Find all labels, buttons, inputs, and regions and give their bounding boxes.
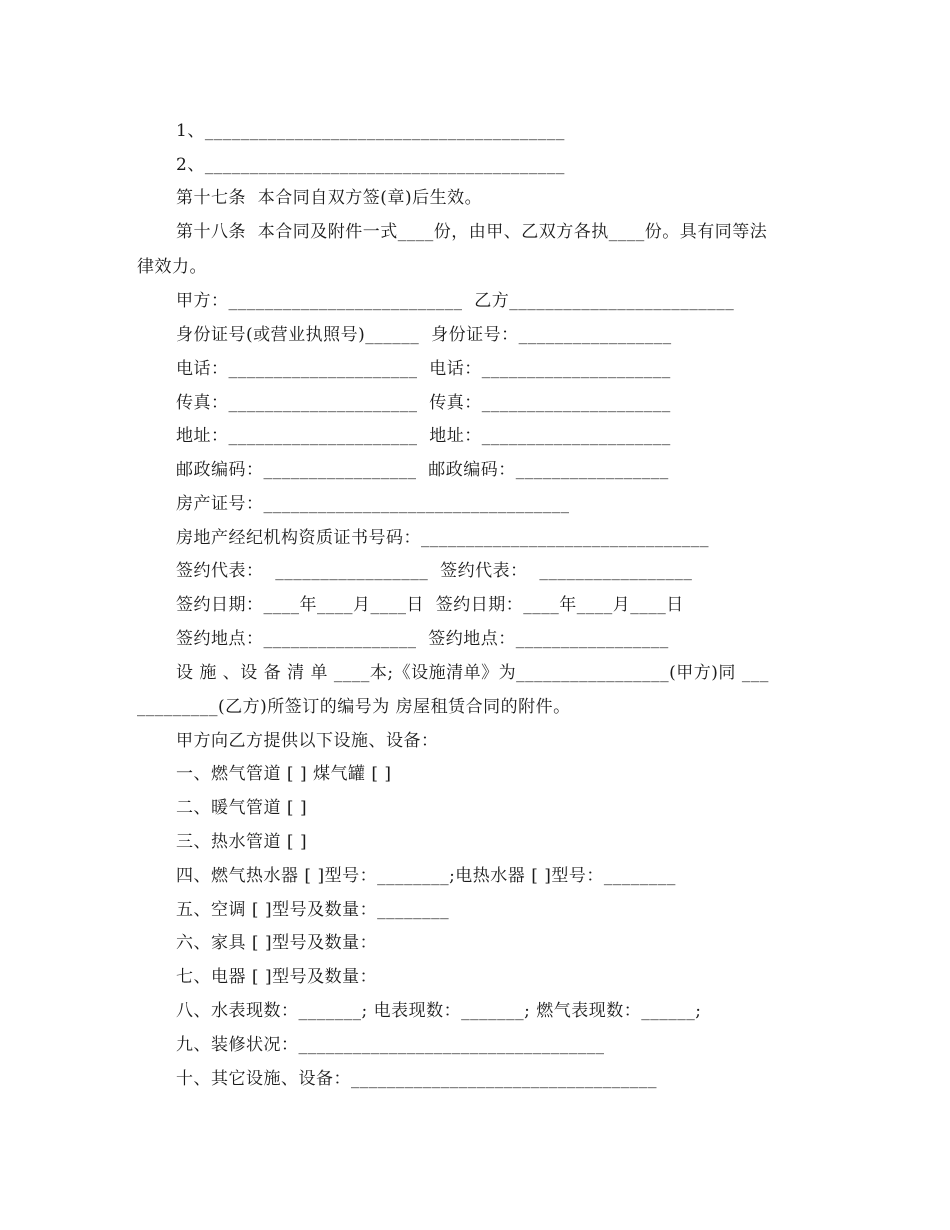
party-fax: 传真：_____________________ 传真：_____________________ bbox=[176, 393, 671, 413]
party-address: 地址：_____________________ 地址：_____________________ bbox=[176, 426, 671, 446]
party-names: 甲方：__________________________ 乙方_________________________ bbox=[176, 291, 735, 311]
agency-cert-number: 房地产经纪机构资质证书号码：________________________________ bbox=[176, 528, 709, 548]
facility-item-7: 七、电器 [ ]型号及数量： bbox=[176, 967, 378, 987]
facility-item-6: 六、家具 [ ]型号及数量： bbox=[176, 933, 378, 953]
facility-item-9: 九、装修状况：__________________________________ bbox=[176, 1035, 605, 1055]
property-cert-number: 房产证号：__________________________________ bbox=[176, 494, 570, 514]
party-postcode: 邮政编码：_________________ 邮政编码：_________________ bbox=[176, 460, 669, 480]
facility-list-intro-continued: _________(乙方)所签订的编号为 房屋租赁合同的附件。 bbox=[137, 697, 571, 717]
attachment-item-2: 2、________________________________________ bbox=[176, 155, 565, 175]
facility-item-2: 二、暖气管道 [ ] bbox=[176, 798, 308, 818]
facility-item-1: 一、燃气管道 [ ] 煤气罐 [ ] bbox=[176, 764, 392, 784]
party-phone: 电话：_____________________ 电话：_____________________ bbox=[176, 359, 671, 379]
facility-item-10: 十、其它设施、设备：__________________________________ bbox=[176, 1069, 657, 1089]
article-17: 第十七条 本合同自双方签(章)后生效。 bbox=[176, 188, 483, 208]
attachment-item-1: 1、________________________________________ bbox=[176, 121, 565, 141]
facility-item-8: 八、水表现数：_______; 电表现数：_______; 燃气表现数：______; bbox=[176, 1001, 702, 1021]
signing-dates: 签约日期：____年____月____日 签约日期：____年____月____日 bbox=[176, 595, 684, 615]
facility-item-3: 三、热水管道 [ ] bbox=[176, 832, 308, 852]
facilities-heading: 甲方向乙方提供以下设施、设备： bbox=[176, 731, 439, 751]
facility-list-intro: 设 施 、设 备 清 单 ____本;《设施清单》为_________________(甲方)同 ___ bbox=[176, 663, 769, 683]
article-18: 第十八条 本合同及附件一式____份，由甲、乙双方各执____份。具有同等法 bbox=[176, 222, 768, 242]
signing-places: 签约地点：_________________ 签约地点：_________________ bbox=[176, 629, 669, 649]
party-id-numbers: 身份证号(或营业执照号)______ 身份证号：_________________ bbox=[176, 325, 672, 345]
article-18-continued: 律效力。 bbox=[137, 257, 207, 277]
facility-item-4: 四、燃气热水器 [ ]型号：________;电热水器 [ ]型号：________ bbox=[176, 866, 676, 886]
facility-item-5: 五、空调 [ ]型号及数量：________ bbox=[176, 900, 450, 920]
signing-representatives: 签约代表： _________________ 签约代表： _________________ bbox=[176, 561, 693, 581]
